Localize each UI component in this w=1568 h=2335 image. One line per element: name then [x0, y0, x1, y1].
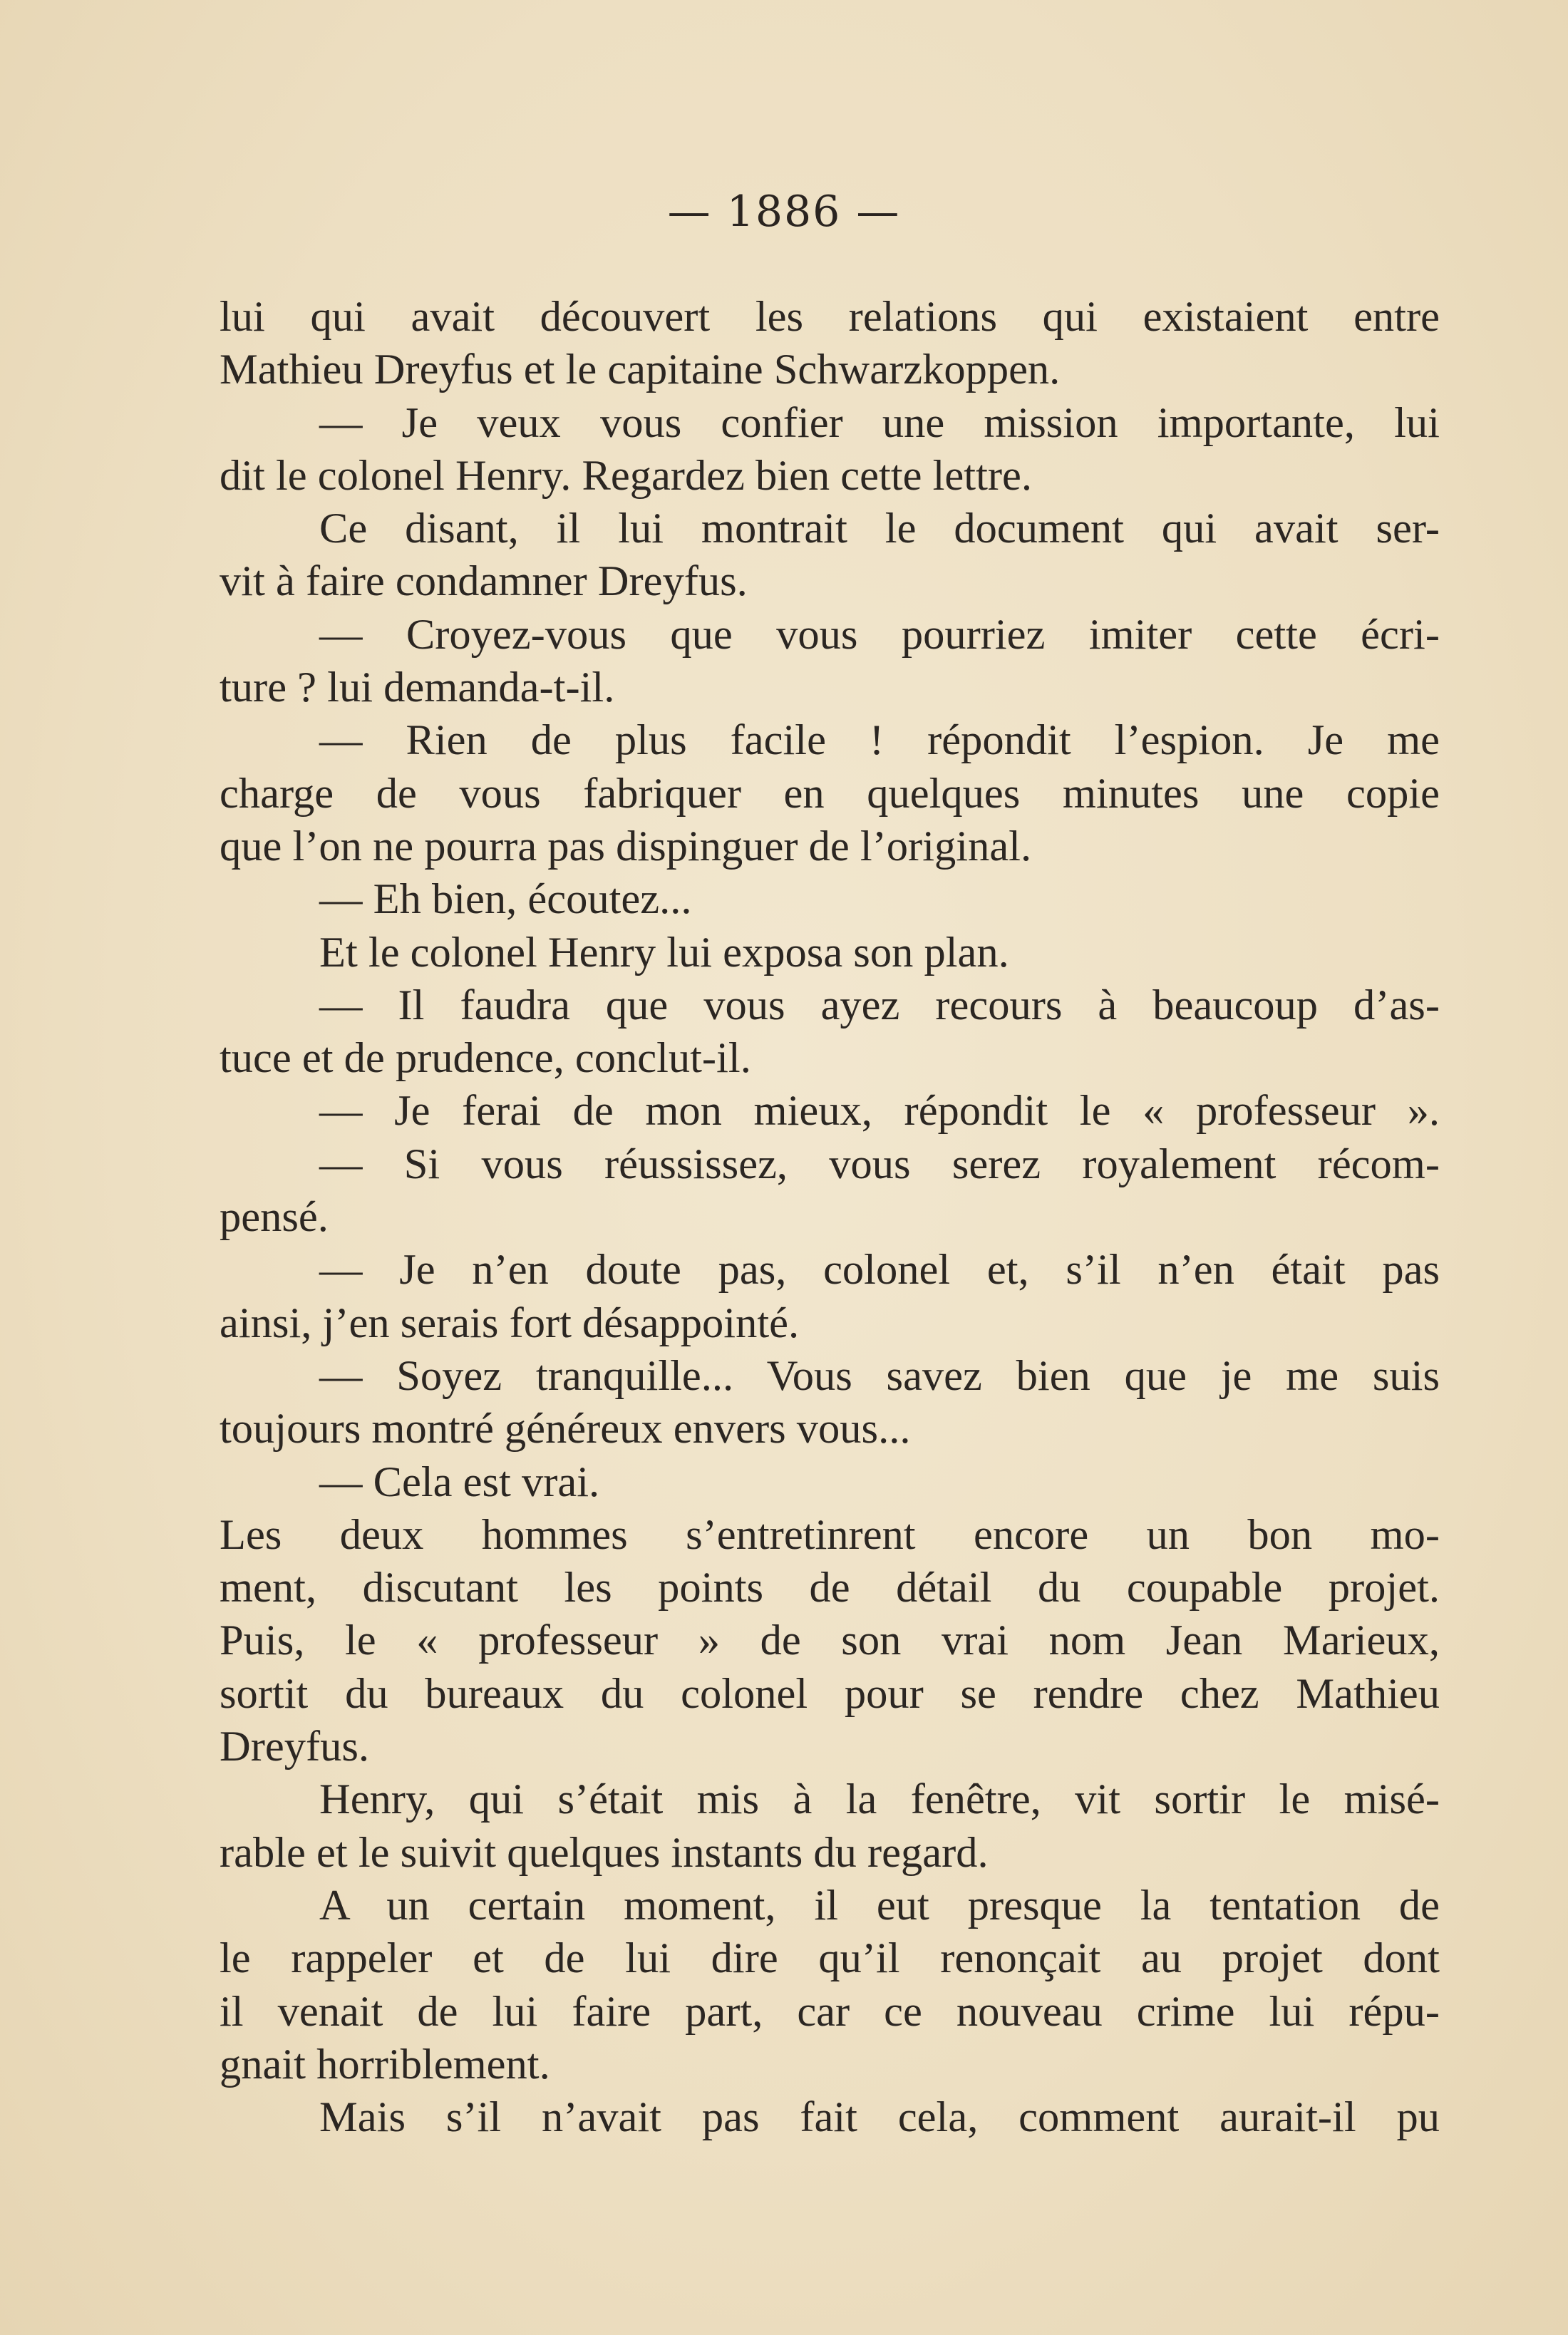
text-line: Mais s’il n’avait pas fait cela, comment aurait-il pu: [319, 2093, 1440, 2142]
text-line: pensé.: [220, 1193, 329, 1242]
text-line: que l’on ne pourra pas dispinguer de l’original.: [220, 822, 1032, 870]
text-line: Les deux hommes s’entretinrent encore un bon mo-: [220, 1510, 1440, 1559]
text-line: tuce et de prudence, conclut-il.: [220, 1034, 751, 1083]
text-line: sortit du bureaux du colonel pour se rendre chez Mathieu: [220, 1669, 1440, 1718]
text-line: Mathieu Dreyfus et le capitaine Schwarzkoppen.: [220, 346, 1061, 394]
text-line: Puis, le « professeur » de son vrai nom Jean Marieux,: [220, 1617, 1440, 1665]
page-number-header: — 1886 —: [667, 187, 901, 237]
text-line: A un certain moment, il eut presque la tentation de: [319, 1881, 1440, 1929]
text-line: — Si vous réussissez, vous serez royalement récom-: [319, 1140, 1440, 1188]
text-line: lui qui avait découvert les relations qui existaient entre: [220, 293, 1440, 341]
text-line: ainsi, j’en serais fort désappointé.: [220, 1299, 800, 1347]
text-line: — Soyez tranquille... Vous savez bien que je me suis: [319, 1351, 1440, 1400]
text-line: vit à faire condamner Dreyfus.: [220, 557, 748, 606]
text-line: — Je veux vous confier une mission importante, lui: [319, 398, 1440, 447]
text-line: dit le colonel Henry. Regardez bien cette lettre.: [220, 451, 1033, 500]
text-line: ture ? lui demanda-t-il.: [220, 664, 615, 712]
text-line: le rappeler et de lui dire qu’il renonçait au projet dont: [220, 1934, 1440, 1983]
text-line: Henry, qui s’était mis à la fenêtre, vit sortir le misé-: [319, 1775, 1440, 1824]
body-text: [220, 291, 1440, 2144]
text-line: gnait horriblement.: [220, 2040, 550, 2088]
text-line: rable et le suivit quelques instants du regard.: [220, 1828, 989, 1877]
text-line: — Je ferai de mon mieux, répondit le « professeur ».: [319, 1087, 1440, 1135]
text-line: — Croyez-vous que vous pourriez imiter cette écri-: [319, 610, 1440, 659]
text-line: charge de vous fabriquer en quelques minutes une copie: [220, 769, 1440, 818]
text-line: — Il faudra que vous ayez recours à beaucoup d’as-: [319, 981, 1440, 1029]
text-line: il venait de lui faire part, car ce nouveau crime lui répu-: [220, 1987, 1440, 2036]
text-line: ment, discutant les points de détail du coupable projet.: [220, 1564, 1440, 1612]
text-line: — Cela est vrai.: [319, 1458, 600, 1506]
text-line: toujours montré généreux envers vous...: [220, 1405, 911, 1453]
text-line: — Je n’en doute pas, colonel et, s’il n’en était pas: [319, 1246, 1440, 1294]
text-line: — Rien de plus facile ! répondit l’espion. Je me: [319, 716, 1440, 765]
text-line: Dreyfus.: [220, 1723, 370, 1771]
text-line: Et le colonel Henry lui exposa son plan.: [319, 928, 1009, 976]
text-line: Ce disant, il lui montrait le document qui avait ser-: [319, 505, 1440, 553]
text-line: — Eh bien, écoutez...: [319, 875, 692, 924]
